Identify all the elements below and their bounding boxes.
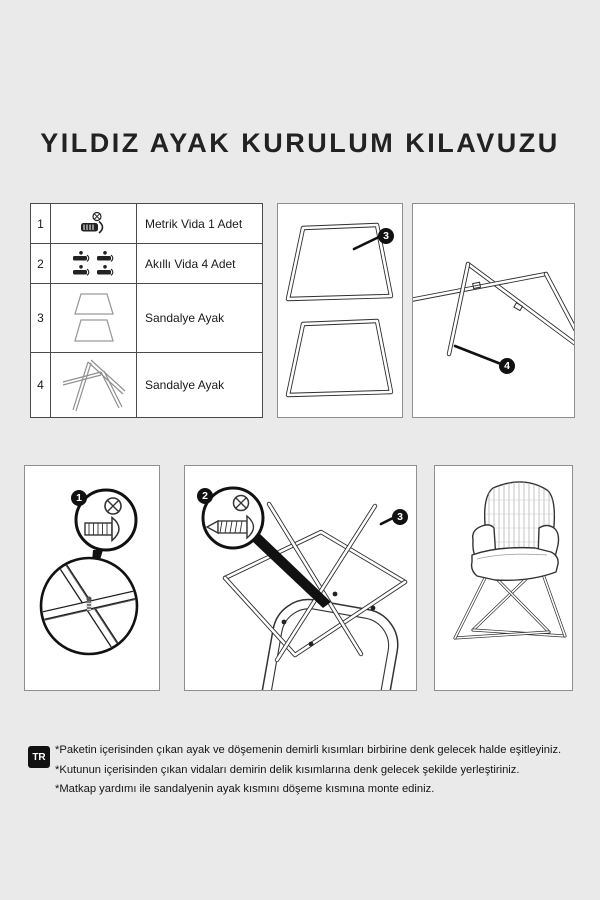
diagram-finished-chair — [434, 465, 573, 691]
metric-screw-icon — [51, 204, 137, 244]
callout-badge-1: 1 — [71, 490, 87, 506]
note-line-1: *Paketin içerisinden çıkan ayak ve döşemenin demirli kısımları birbirine denk gelecek halde eşitleyiniz. — [55, 744, 562, 756]
diagram-step2-mount-legs — [184, 465, 417, 691]
page-title: YILDIZ AYAK KURULUM KILAVUZU — [40, 128, 560, 158]
part-label: Sandalye Ayak — [145, 378, 225, 392]
note-line-3: *Matkap yardımı ile sandalyenin ayak kısmını döşeme kısmına monte ediniz. — [55, 783, 435, 795]
part-label: Sandalye Ayak — [137, 284, 262, 353]
part-row-number: 1 — [31, 204, 51, 244]
callout-badge-2: 2 — [197, 488, 213, 504]
part-label: Metrik Vida 1 Adet — [137, 204, 262, 244]
part-row-number: 2 — [31, 244, 51, 284]
diagram-leg-frames — [277, 203, 403, 418]
note-line-2: *Kutunun içerisinden çıkan vidaları demirin delik kısımlarına denk gelecek şekilde yerleştiriniz. — [55, 763, 520, 776]
language-badge: TR — [28, 746, 50, 768]
part-row-number: 4 — [31, 353, 51, 417]
diagram-step1-metric-screw — [24, 465, 160, 691]
crossed-legs-icon — [51, 353, 137, 417]
leg-frames-icon — [51, 284, 137, 353]
callout-badge-3: 3 — [378, 228, 394, 244]
smart-screws-icon — [51, 244, 137, 284]
parts-table — [30, 203, 263, 418]
part-label: Akıllı Vida 4 Adet — [137, 244, 262, 284]
footer-notes — [28, 741, 576, 800]
callout-badge-3b: 3 — [392, 509, 408, 525]
callout-badge-4: 4 — [499, 358, 515, 374]
diagram-crossed-legs — [412, 203, 575, 418]
part-row-number: 3 — [31, 284, 51, 353]
